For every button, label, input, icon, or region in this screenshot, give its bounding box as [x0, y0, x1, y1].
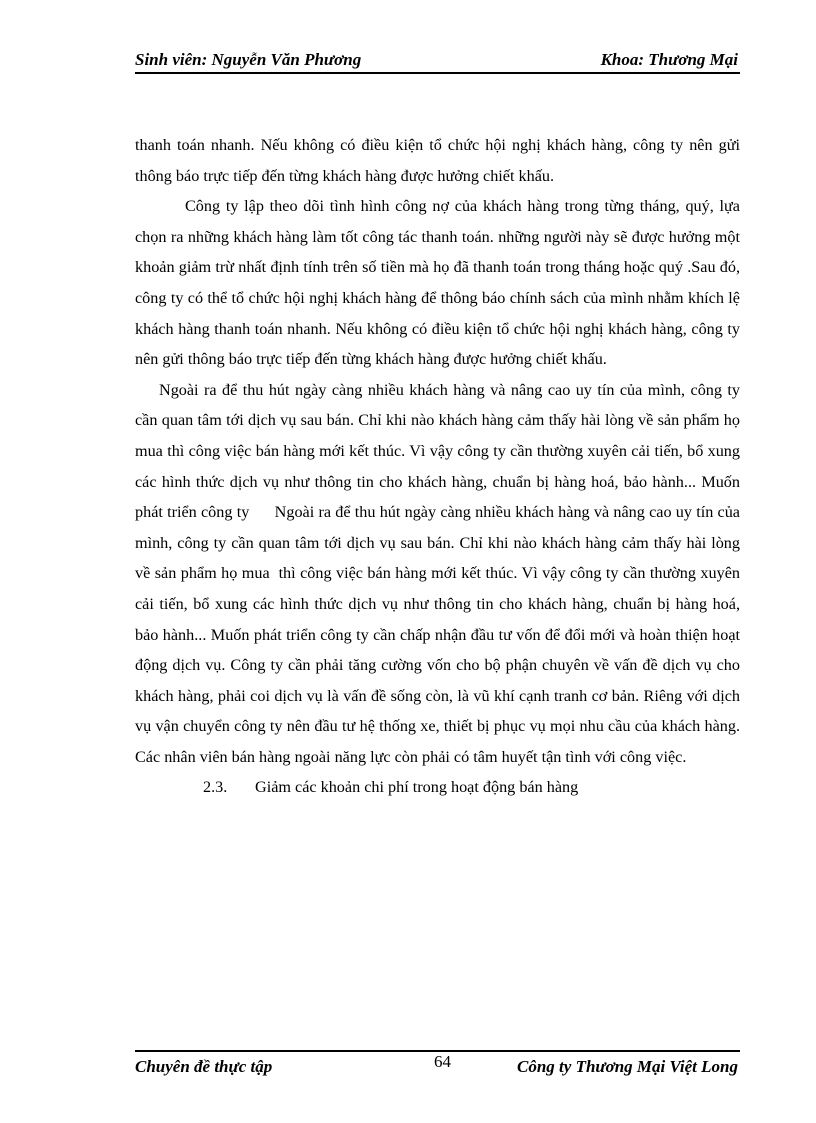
page-footer	[135, 1050, 740, 1082]
paragraph-2: Công ty lập theo dõi tình hình công nợ của khách hàng trong từng tháng, quý, lựa chọn ra những khách hàng làm tốt công tác thanh toán. những người này sẽ được hưởng một khoản giảm trừ nhất định tính trên số tiền mà họ đã thanh toán trong tháng hoặc quý .Sau đó, công ty có thể tổ chức hội nghị khách hàng để thông báo chính sách của mình nhằm khích lệ khách hàng thanh toán nhanh. Nếu không có điều kiện tổ chức hội nghị khách hàng, công ty nên gửi thông báo trực tiếp đến từng khách hàng được hưởng chiết khấu.	[135, 197, 740, 369]
section-heading	[135, 772, 740, 803]
page-body	[135, 130, 745, 803]
paragraph-1: thanh toán nhanh. Nếu không có điều kiện tổ chức hội nghị khách hàng, công ty nên gửi thông báo trực tiếp đến từng khách hàng được hưởng chiết khấu.	[135, 136, 740, 185]
page-number: 64	[434, 1052, 451, 1071]
section-title: Giảm các khoản chi phí trong hoạt động bán hàng	[255, 778, 579, 797]
footer-report-type: Chuyên đề thực tập	[135, 1057, 273, 1076]
footer-company: Công ty Thương Mại Việt Long	[517, 1057, 738, 1076]
header-faculty: Khoa: Thương Mại	[600, 50, 738, 69]
header-student: Sinh viên: Nguyễn Văn Phương	[135, 50, 362, 69]
paragraph-3: Ngoài ra để thu hút ngày càng nhiều khách hàng và nâng cao uy tín của mình, công ty cần quan tâm tới dịch vụ sau bán. Chỉ khi nào khách hàng cảm thấy hài lòng về sản phẩm họ mua thì công việc bán hàng mới kết thúc. Vì vậy công ty cần thường xuyên cải tiến, bổ xung các hình thức dịch vụ như thông tin cho khách hàng, chuẩn bị hàng hoá, bảo hành... Muốn phát triển công ty Ngoài ra để thu hút ngày càng nhiều khách hàng và nâng cao uy tín của mình, công ty cần quan tâm tới dịch vụ sau bán. Chỉ khi nào khách hàng cảm thấy hài lòng về sản phẩm họ mua thì công việc bán hàng mới kết thúc. Vì vậy công ty cần thường xuyên cải tiến, bổ xung các hình thức dịch vụ như thông tin cho khách hàng, chuẩn bị hàng hoá, bảo hành... Muốn phát triển công ty cần chấp nhận đầu tư vốn để đổi mới và hoàn thiện hoạt động dịch vụ. Công ty cần phải tăng cường vốn cho bộ phận chuyên về vấn đề dịch vụ cho khách hàng, phải coi dịch vụ là vấn đề sống còn, là vũ khí cạnh tranh cơ bản. Riêng với dịch vụ vận chuyển công ty nên đầu tư hệ thống xe, thiết bị phục vụ mọi nhu cầu của khách hàng. Các nhân viên bán hàng ngoài năng lực còn phải có tâm huyết tận tình với công việc.	[135, 380, 745, 766]
section-number: 2.3.	[203, 778, 228, 797]
page-header	[135, 50, 740, 74]
